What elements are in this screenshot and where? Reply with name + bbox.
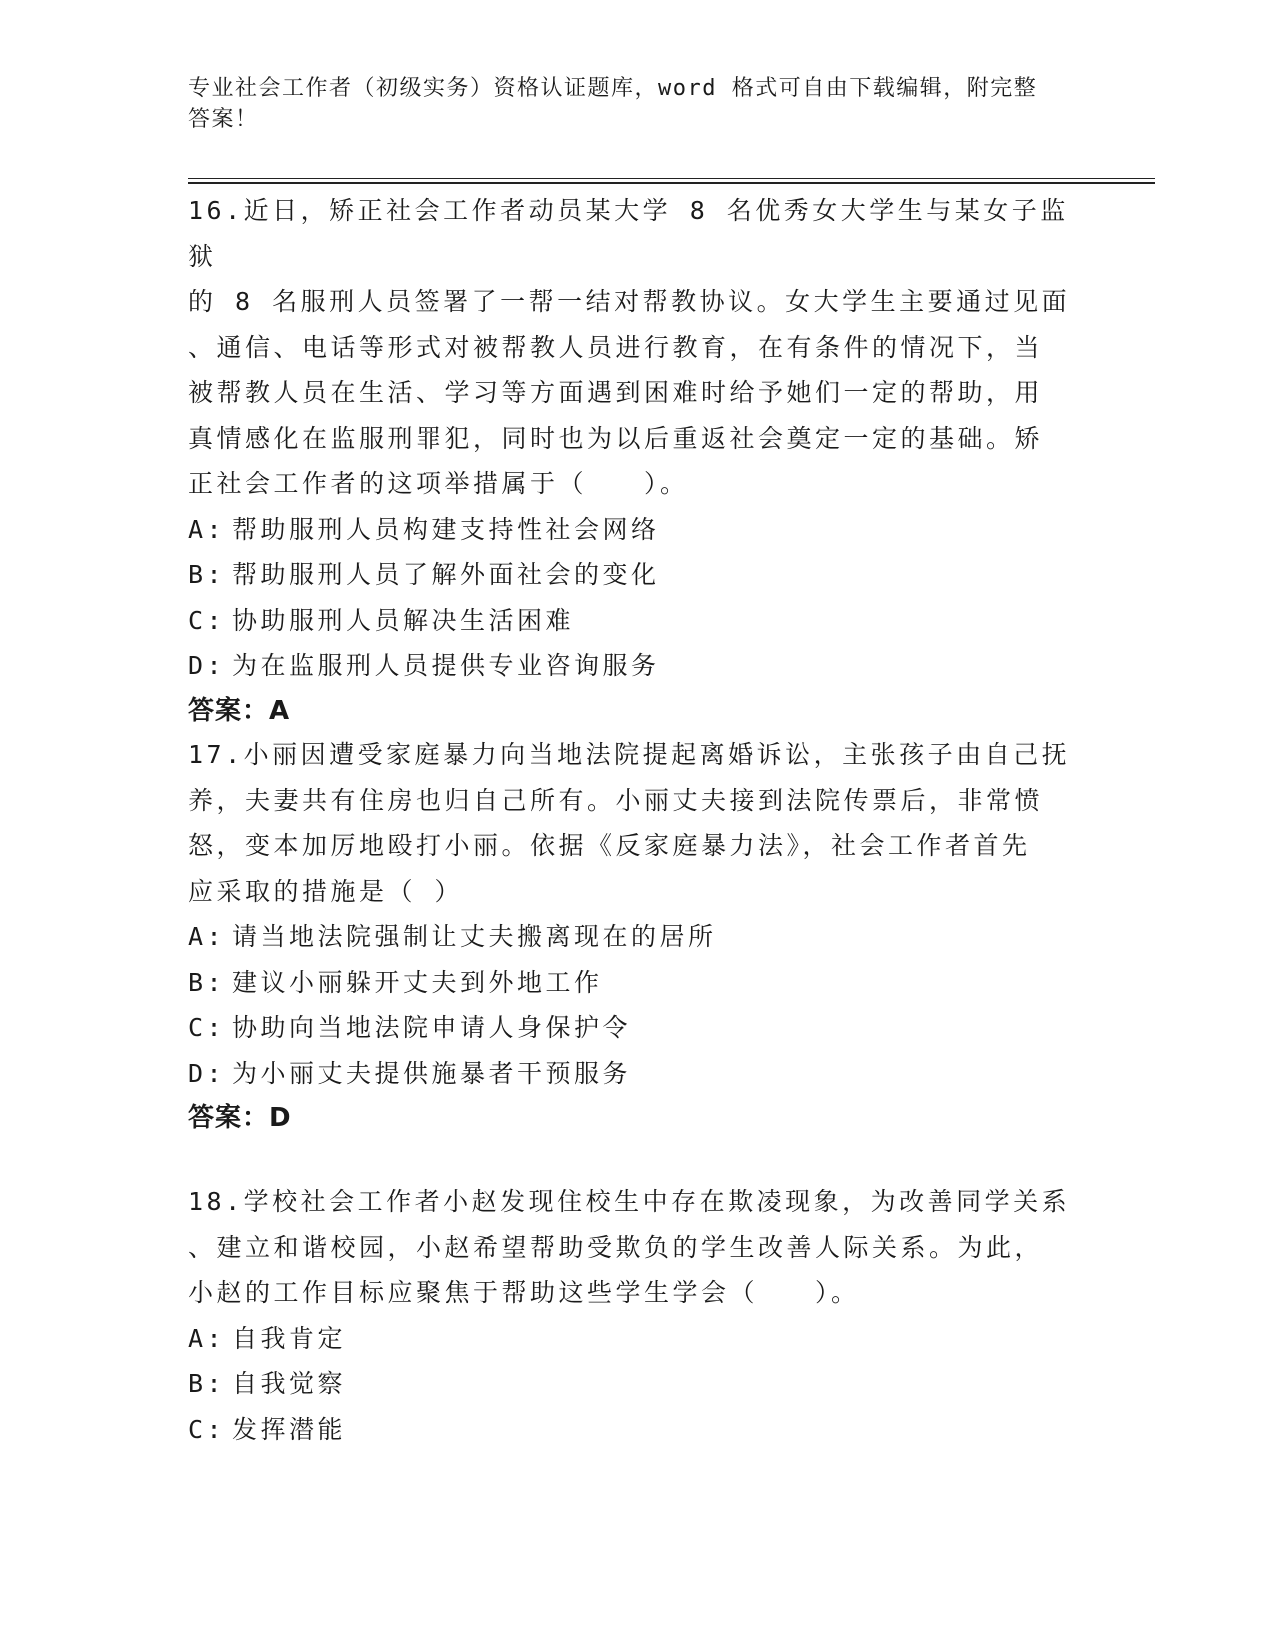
question-18 xyxy=(188,1179,1088,1452)
option-d xyxy=(188,1051,1088,1097)
option-key: B: xyxy=(188,560,226,589)
option-key: B: xyxy=(188,967,226,997)
question-stem-line: 小赵的工作目标应聚焦于帮助这些学生学会（ ）。 xyxy=(188,1278,860,1307)
option-text: 帮助服刑人员构建支持性社会网络 xyxy=(232,514,660,544)
option-key: A: xyxy=(188,922,226,951)
option-key: C: xyxy=(188,1414,226,1444)
option-d xyxy=(188,643,1088,689)
option-text: 为小丽丈夫提供施暴者干预服务 xyxy=(232,1058,632,1088)
question-16 xyxy=(188,188,1088,734)
option-key: C: xyxy=(188,605,226,635)
option-text: 自我觉察 xyxy=(232,1369,347,1398)
question-stem-line: 17.小丽因遭受家庭暴力向当地法院提起离婚诉讼，主张孩子由自己抚 xyxy=(188,740,1071,769)
option-text: 协助服刑人员解决生活困难 xyxy=(232,605,575,635)
option-text: 协助向当地法院申请人身保护令 xyxy=(232,1013,632,1042)
option-key: C: xyxy=(188,1013,226,1042)
option-text: 自我肯定 xyxy=(232,1323,347,1353)
option-a xyxy=(188,1316,1088,1362)
option-text: 请当地法院强制让丈夫搬离现在的居所 xyxy=(232,922,717,951)
option-text: 帮助服刑人员了解外面社会的变化 xyxy=(232,560,660,589)
question-stem-line: 的 8 名服刑人员签署了一帮一结对帮教协议。女大学生主要通过见面 xyxy=(188,287,1071,316)
option-c xyxy=(188,1005,1088,1051)
question-stem-line: 16.近日，矫正社会工作者动员某大学 8 名优秀女大学生与某女子监狱 xyxy=(188,196,1069,271)
answer-label: 答案：A xyxy=(188,695,291,726)
option-a xyxy=(188,507,1088,553)
option-b xyxy=(188,552,1088,598)
option-key: A: xyxy=(188,1323,226,1353)
question-17 xyxy=(188,732,1088,1142)
question-stem-line: 怒，变本加厉地殴打小丽。依据《反家庭暴力法》，社会工作者首先 xyxy=(188,831,1031,860)
header-divider-thin xyxy=(188,178,1155,179)
option-b xyxy=(188,960,1088,1006)
option-key: D: xyxy=(188,651,226,680)
question-stem-line: 正社会工作者的这项举措属于（ ）。 xyxy=(188,469,689,498)
header-divider-thick xyxy=(188,182,1155,184)
option-key: B: xyxy=(188,1369,226,1398)
question-stem-line: 真情感化在监服刑罪犯，同时也为以后重返社会奠定一定的基础。矫 xyxy=(188,423,1044,453)
option-b xyxy=(188,1361,1088,1407)
option-a xyxy=(188,914,1088,960)
question-stem-line: 养，夫妻共有住房也归自己所有。小丽丈夫接到法院传票后，非常愤 xyxy=(188,785,1044,815)
header-title-line-1: 专业社会工作者（初级实务）资格认证题库，word 格式可自由下载编辑，附完整 xyxy=(188,76,1038,101)
option-text: 为在监服刑人员提供专业咨询服务 xyxy=(232,651,660,680)
question-stem-line: 、建立和谐校园，小赵希望帮助受欺负的学生改善人际关系。为此， xyxy=(188,1232,1044,1262)
option-key: A: xyxy=(188,514,226,544)
option-c xyxy=(188,1407,1088,1453)
option-text: 发挥潜能 xyxy=(232,1414,347,1444)
option-text: 建议小丽躲开丈夫到外地工作 xyxy=(232,967,603,997)
question-stem-line: 18.学校社会工作者小赵发现住校生中存在欺凌现象，为改善同学关系 xyxy=(188,1187,1071,1216)
header-title-line-2: 答案！ xyxy=(188,107,259,132)
question-stem-line: 、通信、电话等形式对被帮教人员进行教育，在有条件的情况下，当 xyxy=(188,332,1044,362)
option-c xyxy=(188,598,1088,644)
question-stem-line: 被帮教人员在生活、学习等方面遇到困难时给予她们一定的帮助，用 xyxy=(188,378,1044,407)
document-header xyxy=(188,73,1068,135)
question-stem-line: 应采取的措施是（ ） xyxy=(188,876,464,906)
option-key: D: xyxy=(188,1058,226,1088)
answer-label: 答案：D xyxy=(188,1103,292,1133)
